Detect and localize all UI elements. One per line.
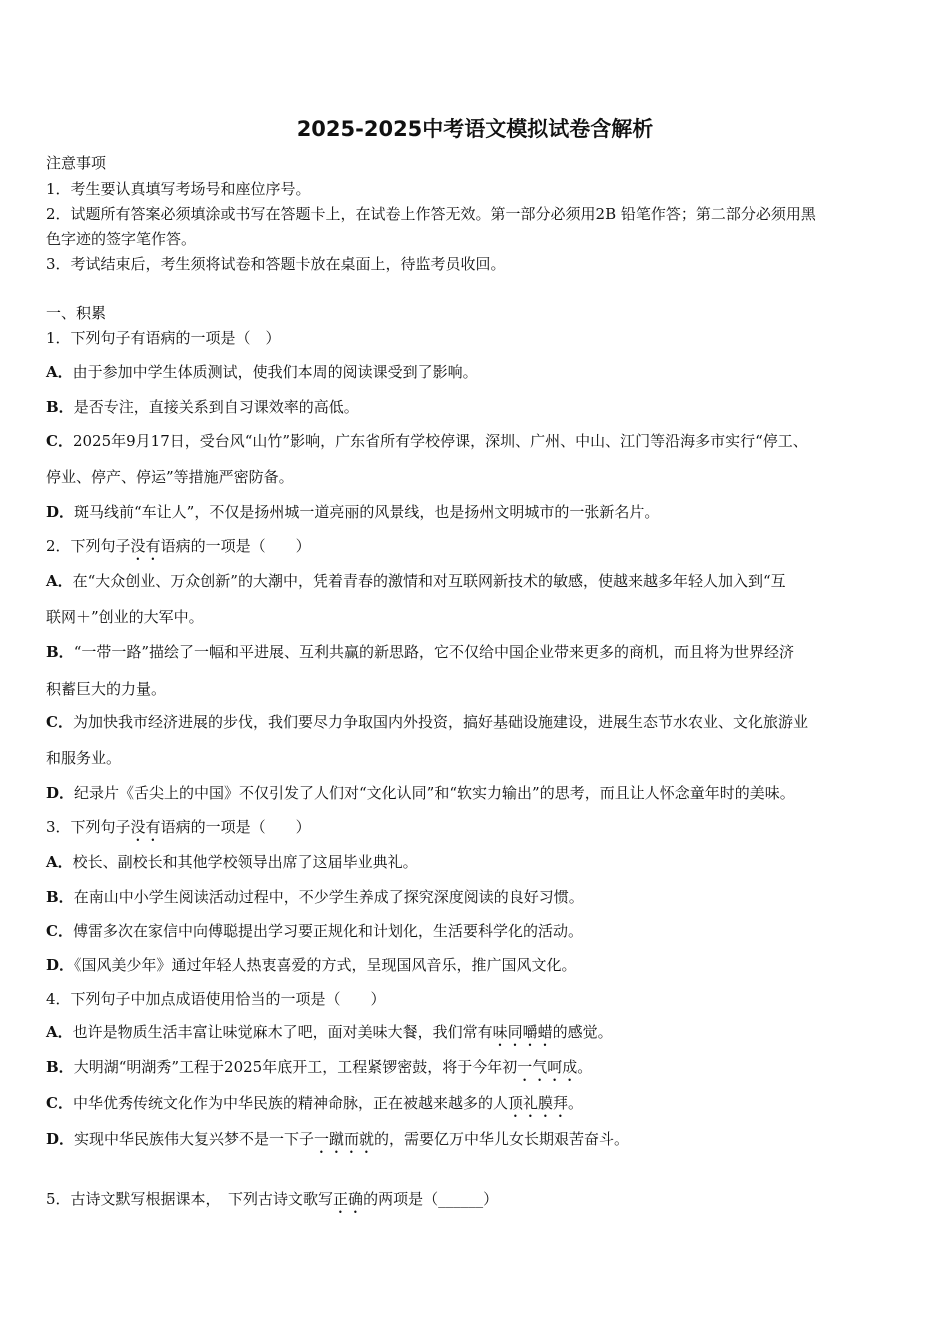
- option-text: 为加快我市经济进展的步伐，我们要尽力争取国内外投资，搞好基础设施建设，进展生态节水农业、文化旅游业: [72, 713, 808, 731]
- q4-option-b: [46, 1056, 592, 1085]
- option-text: 由于参加中学生体质测试，使我们本周的阅读课受到了影响。: [72, 363, 478, 381]
- option-label: D．: [46, 784, 75, 802]
- q1-option-a: [46, 361, 478, 382]
- notice-item-2-cont: 色字迹的签字笔作答。: [46, 230, 197, 248]
- option-label: D．: [46, 956, 75, 974]
- q2-option-b: [46, 641, 794, 662]
- stem-text: 语病的一项是（ ）: [160, 818, 311, 836]
- option-text: 也许是物质生活丰富让味觉麻木了吧，面对美味大餐，我们常有: [72, 1023, 493, 1041]
- emphasis-text: 顶礼膜拜: [507, 1094, 568, 1112]
- option-label: D．: [46, 503, 75, 521]
- option-text: 《国风美少年》通过年轻人热衷喜爱的方式，呈现国风音乐，推广国风文化。: [74, 956, 577, 974]
- stem-text: 2．下列句子: [46, 537, 131, 555]
- notice-heading: 注意事项: [46, 154, 107, 172]
- q1-option-c-cont: 停业、停产、停运”等措施严密防备。: [46, 468, 294, 486]
- q4-option-d: [46, 1128, 629, 1157]
- q2-option-d: [46, 782, 795, 803]
- notice-item-2: 2．试题所有答案必须填涂或书写在答题卡上，在试卷上作答无效。第一部分必须用2B 铅笔作答；第二部分必须用黑: [46, 205, 816, 223]
- option-label: A．: [46, 853, 73, 871]
- stem-text: 3．下列句子: [46, 818, 131, 836]
- q2-option-b-cont: 积蓄巨大的力量。: [46, 680, 167, 698]
- option-text: 是否专注，直接关系到自习课效率的高低。: [73, 398, 359, 416]
- option-text: 纪录片《舌尖上的中国》不仅引发了人们对“文化认同”和“软实力输出”的思考，而且让人怀念童年时的美味。: [74, 784, 795, 802]
- q4-option-a: [46, 1021, 613, 1050]
- q2-stem: [46, 535, 311, 564]
- q3-option-b: [46, 886, 584, 907]
- option-text: 的感觉。: [552, 1023, 613, 1041]
- q4-option-c: [46, 1092, 583, 1121]
- option-text: “一带一路”描绘了一幅和平进展、互利共赢的新思路，它不仅给中国企业带来更多的商机，而且将为世界经济: [73, 643, 795, 661]
- option-label: B．: [46, 643, 74, 661]
- option-text: 中华优秀传统文化作为中华民族的精神命脉，正在被越来越多的人: [72, 1094, 508, 1112]
- option-text: 2025年9月17日，受台风“山竹”影响，广东省所有学校停课，深圳、广州、中山、江门等沿海多市实行“停工、: [72, 432, 808, 450]
- q1-option-c: [46, 430, 808, 451]
- q1-stem: 1．下列句子有语病的一项是（ ）: [46, 329, 281, 347]
- option-label: D．: [46, 1130, 75, 1148]
- option-text: 斑马线前“车让人”，不仅是扬州城一道亮丽的风景线，也是扬州文明城市的一张新名片。: [74, 503, 660, 521]
- option-text: 的，需要亿万中华儿女长期艰苦奋斗。: [374, 1130, 630, 1148]
- section-heading: 一、积累: [46, 304, 107, 322]
- q2-option-a-cont: 联网＋”创业的大军中。: [46, 608, 204, 626]
- option-label: B．: [46, 1058, 74, 1076]
- option-label: B．: [46, 888, 74, 906]
- option-text: 大明湖“明湖秀”工程于2025年底开工，工程紧锣密鼓，将于今年初: [73, 1058, 518, 1076]
- option-text: 校长、副校长和其他学校领导出席了这届毕业典礼。: [72, 853, 418, 871]
- option-text: 。: [567, 1094, 583, 1112]
- option-label: C．: [46, 432, 73, 450]
- option-text: 实现中华民族伟大复兴梦不是一下子: [74, 1130, 315, 1148]
- option-label: A．: [46, 572, 73, 590]
- emphasis-text: 没有: [130, 537, 161, 555]
- option-label: C．: [46, 1094, 73, 1112]
- q4-stem: 4．下列句子中加点成语使用恰当的一项是（ ）: [46, 990, 386, 1008]
- option-text: 。: [577, 1058, 593, 1076]
- q3-stem: [46, 816, 311, 845]
- q5-stem: [46, 1188, 498, 1217]
- q2-option-a: [46, 570, 786, 591]
- q3-option-d: [46, 954, 577, 975]
- option-text: 在“大众创业、万众创新”的大潮中，凭着青春的激情和对互联网新技术的敏感，使越来越多年轻人加入到“互: [72, 572, 786, 590]
- option-label: A．: [46, 363, 73, 381]
- stem-text: 语病的一项是（ ）: [160, 537, 311, 555]
- q1-option-b: [46, 396, 359, 417]
- stem-text: 5．古诗文默写根据课本， 下列古诗文歌写: [46, 1190, 334, 1208]
- q2-option-c: [46, 711, 808, 732]
- q2-option-c-cont: 和服务业。: [46, 749, 122, 767]
- q3-option-c: [46, 920, 583, 941]
- option-label: B．: [46, 398, 74, 416]
- option-label: C．: [46, 922, 73, 940]
- option-text: 傅雷多次在家信中向傅聪提出学习要正规化和计划化，生活要科学化的活动。: [72, 922, 583, 940]
- stem-text: 的两项是（______）: [363, 1190, 499, 1208]
- option-label: C．: [46, 713, 73, 731]
- option-label: A．: [46, 1023, 73, 1041]
- page-title: 2025-2025中考语文模拟试卷含解析: [296, 117, 654, 141]
- q1-option-d: [46, 501, 659, 522]
- emphasis-text: 一蹴而就: [314, 1130, 375, 1148]
- emphasis-text: 一气呵成: [517, 1058, 578, 1076]
- emphasis-text: 味同嚼蜡: [492, 1023, 553, 1041]
- notice-item-3: 3．考试结束后，考生须将试卷和答题卡放在桌面上，待监考员收回。: [46, 255, 506, 273]
- option-text: 在南山中小学生阅读活动过程中，不少学生养成了探究深度阅读的良好习惯。: [73, 888, 584, 906]
- q3-option-a: [46, 851, 418, 872]
- notice-item-1: 1．考生要认真填写考场号和座位序号。: [46, 180, 311, 198]
- emphasis-text: 没有: [130, 818, 161, 836]
- emphasis-text: 正确: [333, 1190, 364, 1208]
